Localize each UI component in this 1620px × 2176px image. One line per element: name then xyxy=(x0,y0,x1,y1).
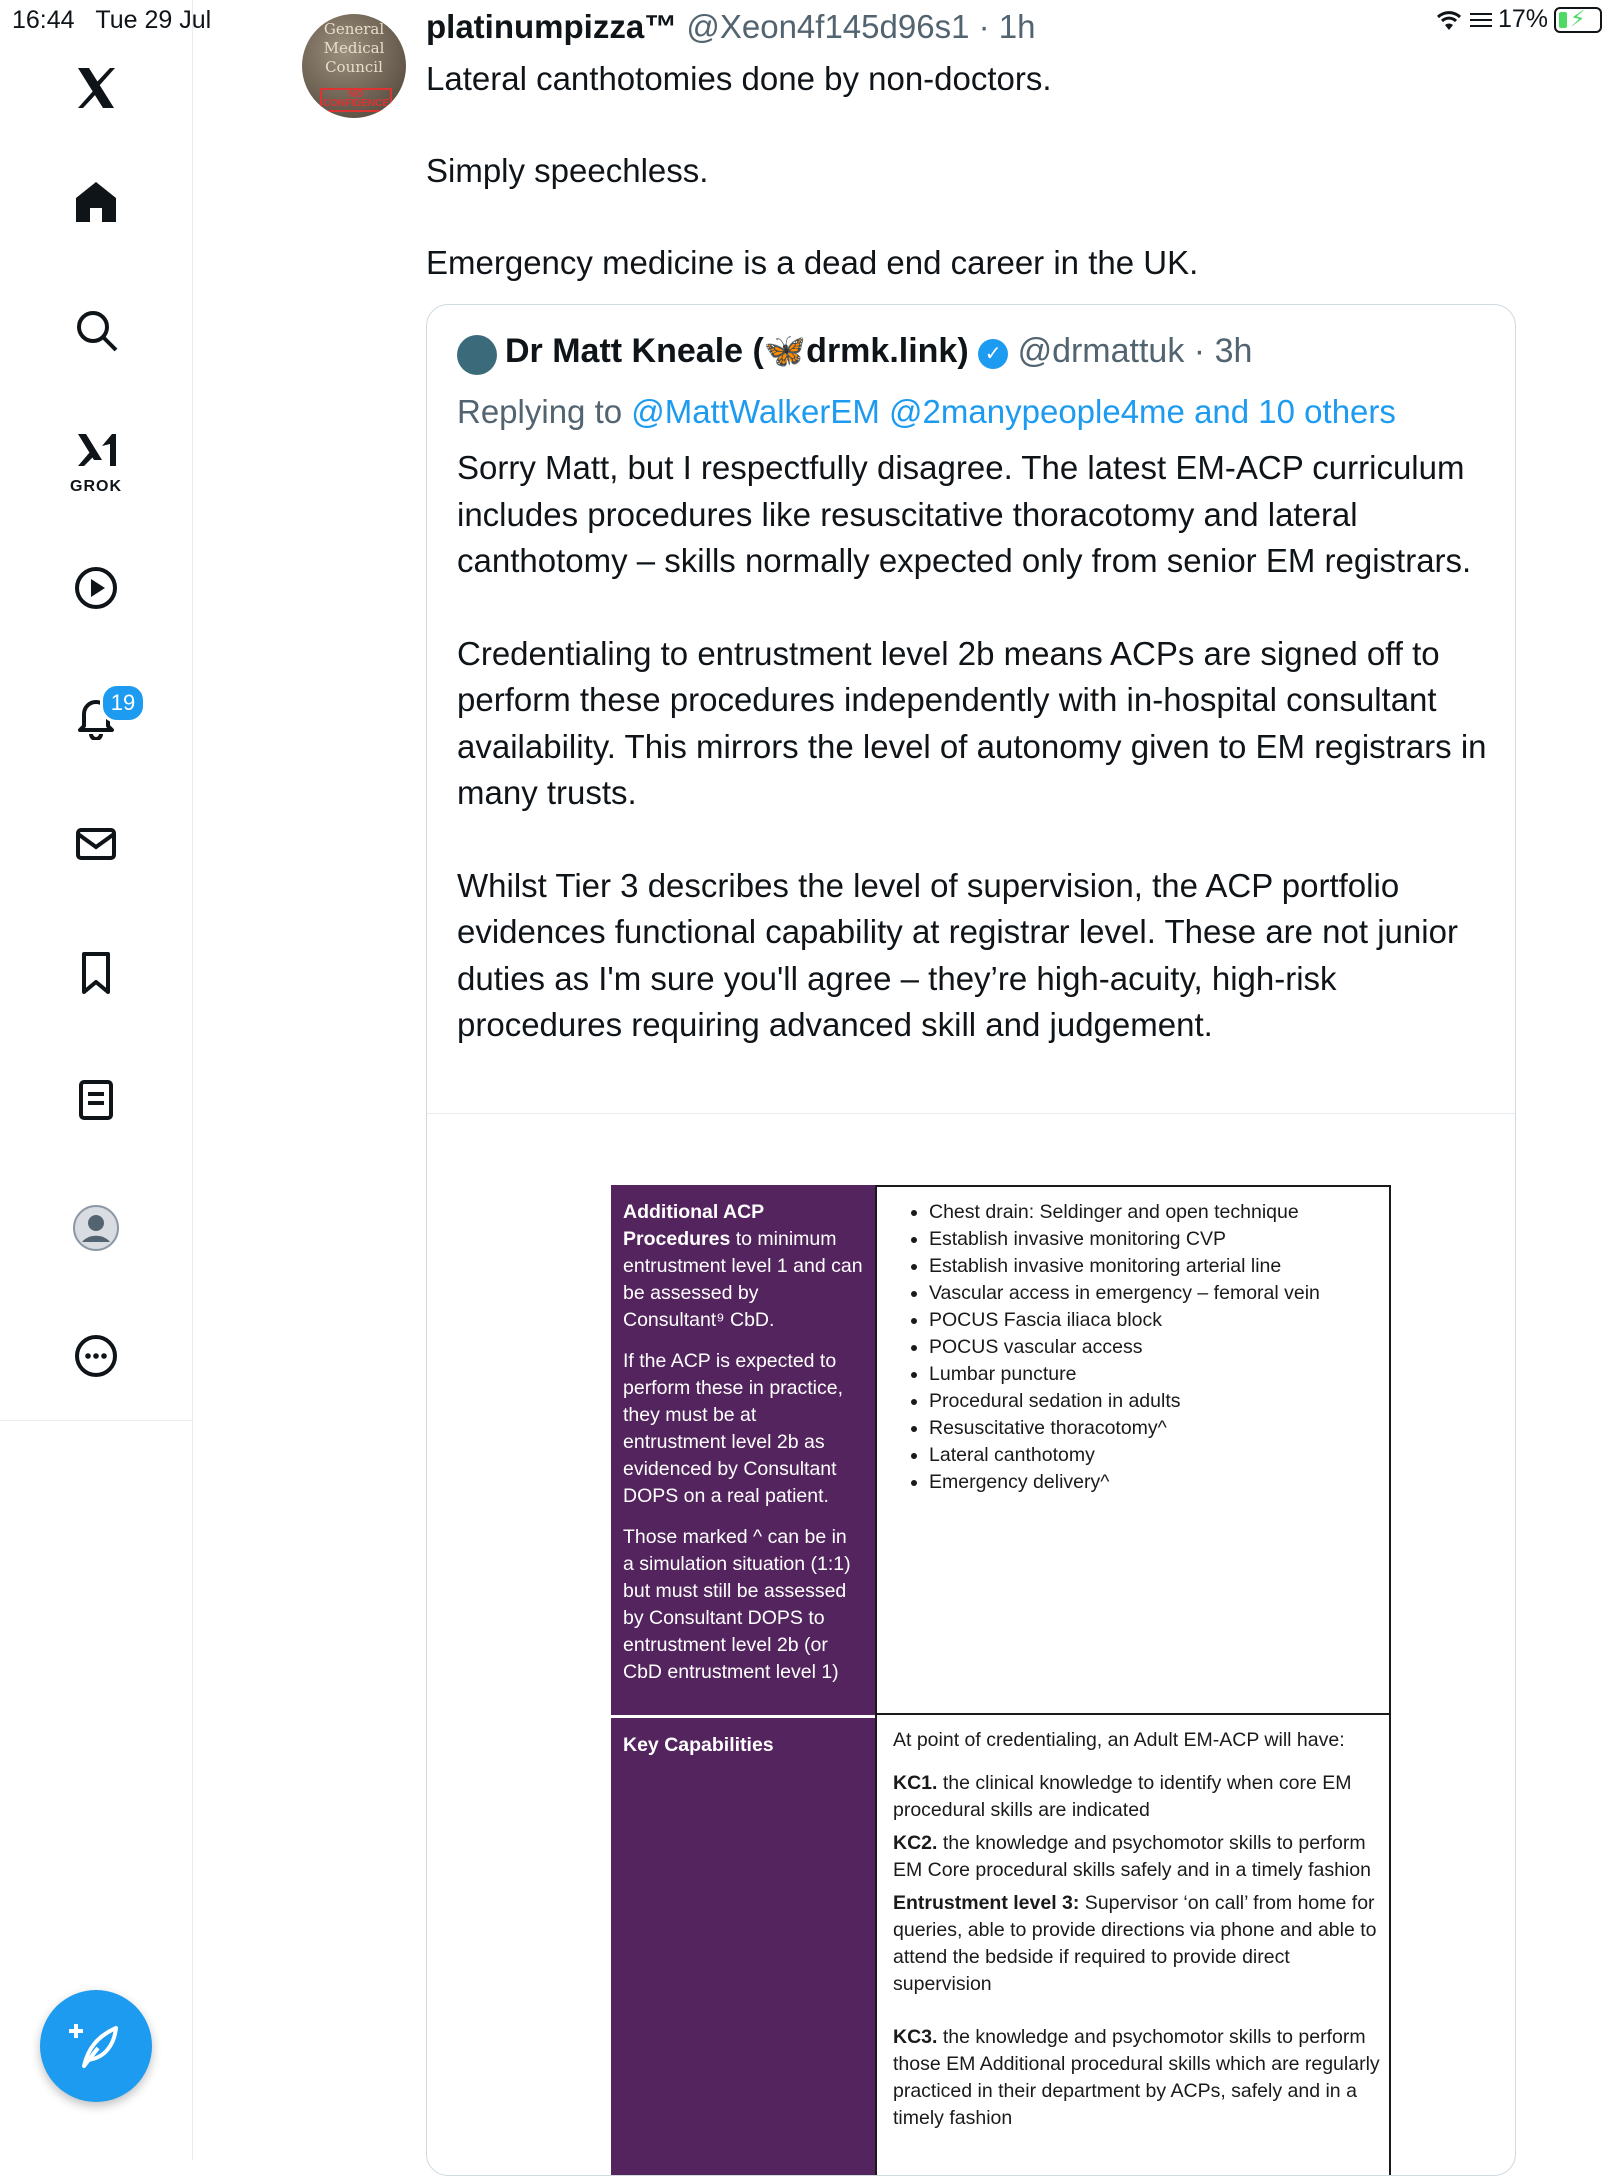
quoted-paragraph: Credentialing to entrustment level 2b means ACPs are signed off to perform these procedures independently with in-hospital consultant availability. This mirrors the level of autonomy given to EM registrars in many trusts. xyxy=(457,634,1487,811)
avatar-text-line: Council xyxy=(325,58,383,76)
quoted-author-handle: @drmattuk xyxy=(1017,332,1185,370)
procedure-item: • POCUS Fascia iliaca block xyxy=(929,1307,1389,1334)
procedure-list xyxy=(893,1199,1389,1496)
procedure-item: • Lateral canthotomy xyxy=(929,1442,1389,1469)
compose-post-button[interactable] xyxy=(40,1990,152,2102)
entrustment-level-3: Entrustment level 3: Supervisor ‘on call’ from home for queries, able to provide directions via phone and able to attend the bedside if required to provide direct supervision xyxy=(893,1892,1377,1995)
bluesky-butterfly-icon: 🦋 xyxy=(763,332,807,370)
doc-left-cell xyxy=(611,1715,875,2176)
tweet-line: Simply speechless. xyxy=(426,152,709,189)
status-time: 16:44 Tue 29 Jul xyxy=(12,6,212,34)
replying-to-line xyxy=(457,393,1396,431)
home-icon[interactable] xyxy=(66,172,126,232)
doc-procedures-cell xyxy=(875,1185,1391,1715)
quoted-tweet-card[interactable] xyxy=(426,304,1516,2176)
procedure-item: • Chest drain: Seldinger and open technique xyxy=(929,1199,1389,1226)
doc-row-procedures xyxy=(611,1185,1391,1715)
video-play-icon[interactable] xyxy=(66,558,126,618)
avatar-text-line: General xyxy=(323,20,385,38)
procedure-item: • Lumbar puncture xyxy=(929,1361,1389,1388)
notification-count-badge: 19 xyxy=(100,683,146,723)
avatar-text-line: Medical xyxy=(323,39,385,57)
compose-feather-icon xyxy=(68,2018,124,2074)
tweet-timestamp[interactable]: 1h xyxy=(998,8,1036,45)
quoted-author-avatar xyxy=(457,335,497,375)
quoted-tweet-header: Dr Matt Kneale (🦋drmk.link) ✓ @drmattuk · 3h xyxy=(505,332,1253,370)
quoted-paragraph: Sorry Matt, but I respectfully disagree. The latest EM-ACP curriculum includes procedures like resuscitative thoracotomy and lateral canthotomy – skills normally expected only from senior EM registrars. xyxy=(457,449,1472,579)
battery-icon: ⚡ xyxy=(1554,7,1602,33)
verified-badge-icon: ✓ xyxy=(978,339,1008,369)
key-capabilities-label: Key Capabilities xyxy=(623,1734,774,1756)
quoted-author-name: Dr Matt Kneale (🦋drmk.link) xyxy=(505,332,969,370)
battery-percent: 17% xyxy=(1497,5,1548,33)
tweet-line: Emergency medicine is a dead end career in the UK. xyxy=(426,244,1199,281)
kc-intro: At point of credentialing, an Adult EM-ACP will have: xyxy=(893,1729,1345,1751)
kc2: KC2. the knowledge and psychomotor skills to perform EM Core procedural skills safely and in a timely fashion xyxy=(893,1832,1371,1881)
author-handle[interactable]: @Xeon4f145d96s1 xyxy=(686,8,970,45)
grok-label: GROK xyxy=(70,478,122,495)
messages-envelope-icon[interactable] xyxy=(66,814,126,874)
kc3: KC3. the knowledge and psychomotor skills to perform those EM Additional procedural skills which are regularly practiced in their department by ACPs, safely and in a timely fashion xyxy=(893,2026,1380,2129)
procedure-item: • Procedural sedation in adults xyxy=(929,1388,1389,1415)
wifi-icon xyxy=(1434,8,1464,32)
attached-document-image[interactable] xyxy=(611,1185,1391,2176)
sidebar xyxy=(0,0,193,2160)
sidebar-divider xyxy=(0,1420,192,1421)
tweet-line: Lateral canthotomies done by non-doctors. xyxy=(426,60,1052,97)
menu-lines-icon xyxy=(1470,9,1492,31)
procedure-item: • Emergency delivery^ xyxy=(929,1469,1389,1496)
tweet-text xyxy=(426,56,1506,286)
search-icon[interactable] xyxy=(66,300,126,360)
doc-row-key-capabilities xyxy=(611,1715,1391,2176)
quoted-tweet-body xyxy=(457,445,1497,1095)
doc-left-cell xyxy=(611,1185,875,1715)
author-display-name[interactable]: platinumpizza™ xyxy=(426,8,678,45)
replying-to-links[interactable]: @MattWalkerEM @2manypeople4me and 10 others xyxy=(631,393,1396,430)
quoted-timestamp: 3h xyxy=(1214,332,1253,370)
author-avatar[interactable] xyxy=(302,14,406,118)
procedure-item: • Vascular access in emergency – femoral vein xyxy=(929,1280,1389,1307)
replying-prefix: Replying to xyxy=(457,393,632,430)
profile-avatar-icon[interactable] xyxy=(66,1198,126,1258)
quoted-paragraph: Whilst Tier 3 describes the level of supervision, the ACP portfolio evidences functional capability at registrar level. These are not junior duties as I'm sure you'll agree – they’re high-acuity, high-risk procedures requiring advanced skill and judgement. xyxy=(457,866,1458,1043)
status-indicators xyxy=(1434,5,1602,34)
doc-left-para-2: If the ACP is expected to perform these in practice, they must be at entrustment level 2b as evidenced by Consultant DOPS on a real patient. xyxy=(623,1350,844,1507)
more-options-icon[interactable] xyxy=(66,1326,126,1386)
doc-left-para-1: Additional ACP Procedures to minimum entrustment level 1 and can be assessed by Consultant⁹ CbD. xyxy=(623,1201,863,1331)
procedure-item: • Establish invasive monitoring CVP xyxy=(929,1226,1389,1253)
bookmark-icon[interactable] xyxy=(66,942,126,1002)
procedure-item: • POCUS vascular access xyxy=(929,1334,1389,1361)
grok-icon[interactable] xyxy=(66,420,126,480)
x-logo-icon[interactable] xyxy=(66,58,126,118)
procedure-item: • Resuscitative thoracotomy^ xyxy=(929,1415,1389,1442)
kc1: KC1. the clinical knowledge to identify when core EM procedural skills are indicated xyxy=(893,1772,1352,1821)
lists-icon[interactable] xyxy=(66,1070,126,1130)
doc-left-para-3: Those marked ^ can be in a simulation situation (1:1) but must still be assessed by Consultant DOPS to entrustment level 2b (or CbD entrustment level 1) xyxy=(623,1526,851,1683)
avatar-stamp: NO CONFIDENCE xyxy=(320,88,392,112)
tweet-header: platinumpizza™ @Xeon4f145d96s1 · 1h xyxy=(426,8,1036,45)
procedure-item: • Establish invasive monitoring arterial line xyxy=(929,1253,1389,1280)
quote-media-divider xyxy=(427,1113,1515,1114)
doc-key-capabilities-cell xyxy=(875,1715,1391,2176)
